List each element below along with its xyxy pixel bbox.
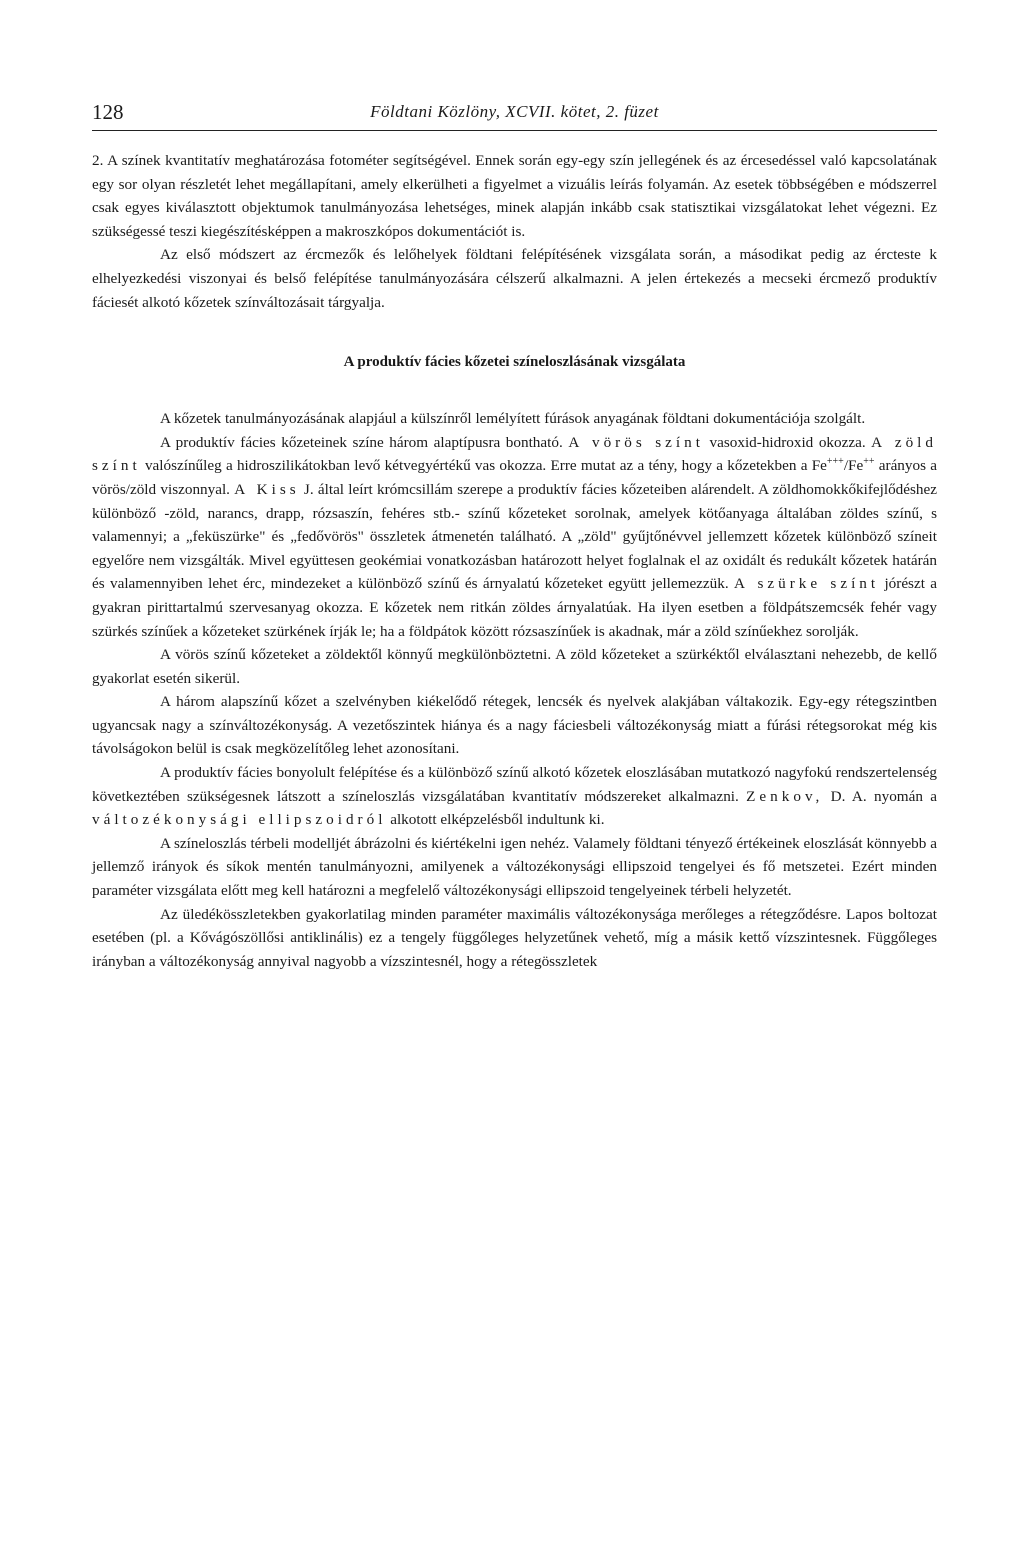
page	[92, 96, 937, 973]
text-run: alkotott elképzelésből indultunk ki.	[386, 811, 605, 829]
emphasis-szurke: A szürke színt	[733, 575, 880, 593]
text-run: A produktív fácies bonyolult felépítése és a különböző színű alkotó kőzetek eloszlásában mutatkozó nagyfokú rendszertelenség következtében szükségesnek látszott a színeloszlás vizsgálatában kvantitatív módszereket alkalmazni.	[92, 764, 937, 805]
paragraph-intro-1: 2. A színek kvantitatív meghatározása fotométer segítségével. Ennek során egy-egy szín jellegének és az ércesedéssel való kapcsolatának egy sor olyan részletét lehet megállapítani, amely elkerülheti a figyelmet a vizuális leírás folyamán. Az esetek többségében e módszerrel csak egyes kiválasztott objektumok tanulmányozása lehetséges, minek alapján inkább csak statisztikai vizsgálatokat lehet végezni. Ez szükségessé teszi kiegészítésképpen a makroszkópos dokumentációt is.	[92, 152, 937, 240]
paragraph-intro-2: Az első módszert az ércmezők és lelőhelyek földtani felépítésének vizsgálata során, a másodikat pedig az ércteste k elhelyezkedési viszonyai és belső felépítése tanulmányozására célszerű alkalmazni. A jelen értekezés a mecseki ércmező produktív fáciesét alkotó kőzetek színváltozásait tárgyalja.	[92, 246, 937, 311]
journal-title: Földtani Közlöny, XCVII. kötet, 2. füzet	[370, 102, 659, 121]
text-run: vasoxid-hidroxid okozza.	[703, 433, 872, 451]
text-run: /Fe	[843, 457, 864, 475]
text-run: valószínűleg a hidroszilikátokban levő kétvegyértékű vas okozza. Erre mutat az a tény, hogy a kőzetekben a Fe	[140, 457, 827, 475]
page-number: 128	[92, 100, 124, 124]
paragraph-7: Az üledékösszletekben gyakorlatilag minden paraméter maximális változékonysága merőleges a rétegződésre. Lapos boltozat esetében (pl. a Kővágószöllősi antiklinális) ez a tengely függőleges helyzetűnek vehető, míg a másik kettő vízszintesnek. Függőleges irányban a változékonyság annyival nagyobb a vízszintesnél, hogy a rétegösszletek	[92, 905, 937, 970]
superscript-charge: ++	[863, 456, 875, 468]
text-run: D. A. nyomán a	[823, 787, 937, 805]
paragraph-3: A vörös színű kőzeteket a zöldektől könnyű megkülönböztetni. A zöld kőzeteket a szürkéktől elválasztani nehezebb, de kellő gyakorlat esetén sikerül.	[92, 646, 937, 687]
paragraph-4: A három alapszínű kőzet a szelvényben kiékelődő rétegek, lencsék és nyelvek alakjában váltakozik. Egy-egy rétegszintben ugyancsak nagy a színváltozékonyság. A vezetőszintek hiánya és a nagy fáciesbeli változékonyság miatt a fúrási rétegsorokat még kis távolságokon belül is csak megközelítőleg lehet azonosítani.	[92, 693, 937, 758]
emphasis-ellipszoid: változékonysági ellipszoidról	[92, 811, 387, 829]
superscript-charge: +++	[826, 456, 844, 468]
paragraph-2	[92, 431, 937, 643]
emphasis-voros: A vörös színt	[568, 433, 704, 451]
paragraph-1: A kőzetek tanulmányozásának alapjául a külszínről lemélyített fúrások anyagának földtani dokumentációja szolgált.	[160, 410, 866, 428]
emphasis-zold: A zöld színt	[92, 433, 937, 475]
paragraph-5	[92, 761, 937, 832]
author-zenkov: Zenkov,	[746, 787, 824, 805]
text-run: jórészt a gyakran pirittartalmú szervesanyag okozza. E kőzetek nem ritkán zöldes árnyalatúak. Ha ilyen esetben a földpátszemcsék fehér vagy szürkés színűek a kőzeteket szürkének írják le; ha a földpátok között rózsaszínűek is akadnak, már a zöld színűekhez sorolják.	[92, 575, 937, 640]
running-head	[92, 96, 937, 131]
text-run: arányos a vörös/zöld viszonnyal.	[92, 457, 937, 498]
article-body	[92, 149, 937, 973]
section-title: A produktív fácies kőzetei színeloszlásának vizsgálata	[343, 354, 686, 371]
text-run: J. által leírt krómcsillám szerepe a produktív fácies kőzeteiben alárendelt. A zöldhomokkőkifejlődéshez különböző -zöld, narancs, drapp, rózsaszín, fehéres stb.- színű kőzeteket sorolnak, amelyek kötőanyaga általában zöldes színű, s valamennyi; a „feküszürke" és „fedővörös" összletek átmenetén található. A „zöld" gyűjtőnévvel jellemzett kőzetek különböző színeit egyelőre nem vizsgálták. Mivel együttesen geokémiai vonatkozásban határozott helyet foglalnak el az oxidált és redukált kőzetek határán és valamennyiben lehet érc, mindezeket a különböző színű és árnyalatú kőzeteket együtt jellemezzük.	[92, 480, 938, 593]
author-kiss: A Kiss	[234, 480, 300, 498]
text-run: A produktív fácies kőzeteinek színe három alaptípusra bontható.	[160, 433, 569, 451]
paragraph-6: A színeloszlás térbeli modelljét ábrázolni és kiértékelni igen nehéz. Valamely földtani tényező értékeinek eloszlását könnyebb a jellemző irányok és síkok mentén tanulmányozni, amilyenek a változékonysági ellipszoid tengelyei és fő metszetei. Ezért minden paraméter vizsgálata előtt meg kell határozni a megfelelő változékonysági ellipszoid tengelyeinek térbeli helyzetét.	[92, 834, 937, 900]
